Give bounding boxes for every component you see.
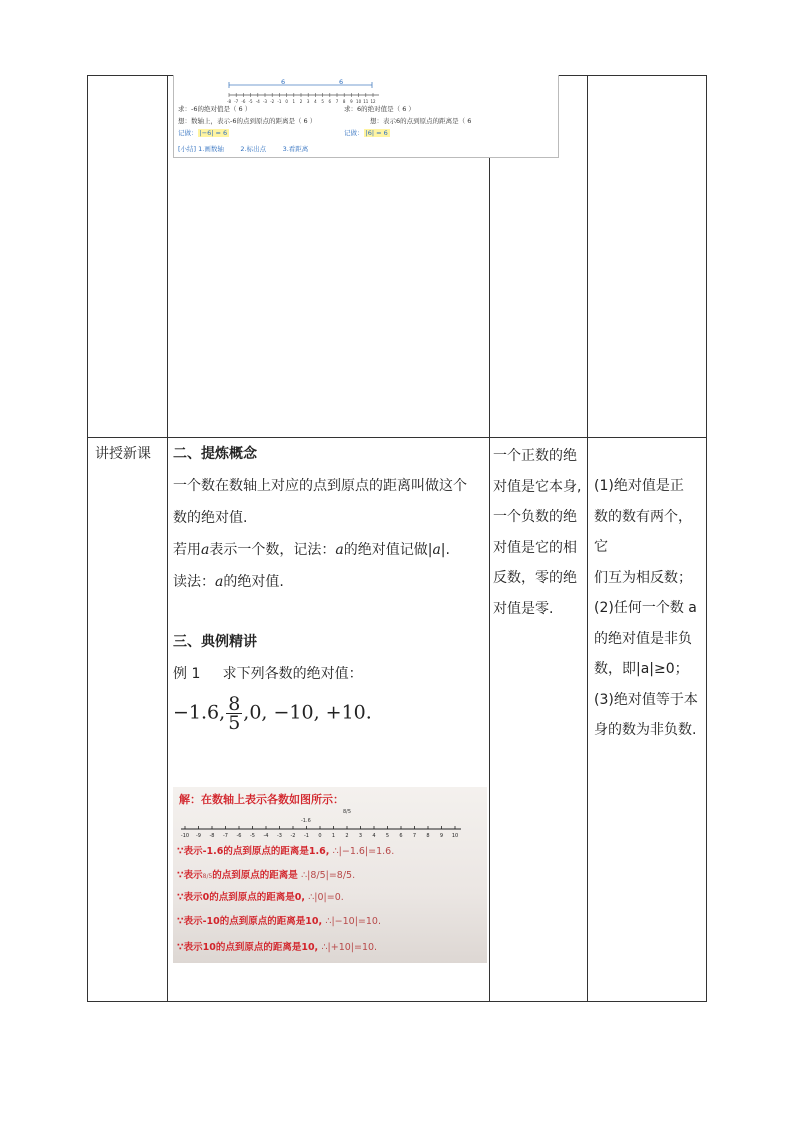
left-think: 想：数轴上，表示-6的点到原点的距离是（ 6 ）: [178, 117, 317, 125]
solution-line-4: ∵表示-10的点到原点的距离是10, ∴|−10|=10.: [177, 916, 381, 927]
tick-label: -9: [196, 833, 201, 839]
remarks-column: [594, 471, 704, 746]
heading-concept: 二、提炼概念: [173, 446, 257, 462]
tick-label: -2: [290, 833, 296, 839]
photo-title: 解：在数轴上表示各数如图所示：: [179, 793, 344, 806]
remark-line: (3)绝对值等于本: [594, 691, 698, 708]
example-1-prompt: 例 1 求下列各数的绝对值：: [173, 666, 363, 682]
tick-label: -5: [248, 99, 253, 104]
tick-label: -5: [250, 833, 255, 839]
tick-label: 8: [426, 833, 430, 839]
remark-line: 们互为相反数；: [594, 569, 692, 586]
solution-photo: [173, 787, 487, 963]
tick-label: -4: [263, 833, 269, 839]
tick-label: -2: [270, 99, 275, 104]
solution-line-1: ∵表示-1.6的点到原点的距离是1.6, ∴|−1.6|=1.6.: [177, 846, 395, 857]
remark-line: 的绝对值是非负: [594, 630, 692, 647]
mark-frac-label: 8/5: [343, 809, 352, 815]
remark-line: 身的数为非负数.: [594, 722, 697, 738]
tick-label: 10: [451, 833, 459, 839]
tick-label: 1: [292, 99, 296, 104]
tick-label: -10: [180, 833, 190, 839]
solution-line-3: ∵表示0的点到原点的距离是0, ∴|0|=0.: [177, 892, 344, 903]
definition-line-1: 一个数在数轴上对应的点到原点的距离叫做这个: [173, 478, 467, 494]
tick-label: 9: [439, 833, 444, 839]
note-line: 反数，零的绝: [493, 570, 577, 586]
remark-line: 数的数有两个，它: [594, 508, 692, 555]
row-divider: [87, 437, 707, 438]
tick-label: -1: [277, 99, 282, 104]
tick-label: 5: [385, 833, 390, 839]
col-border-left: [87, 75, 88, 1001]
mark-neg-label: -1.6: [301, 818, 311, 824]
left-note: 记做： |−6| = 6: [178, 129, 228, 137]
tick-label: 7: [335, 99, 339, 104]
tick-label: -8: [227, 99, 231, 104]
tick-label: -4: [255, 99, 260, 104]
note-line: 对值是它本身,: [493, 478, 582, 495]
tick-label: 2: [345, 833, 349, 839]
right-note: 记做： |6| = 6: [344, 129, 388, 137]
tick-label: 0: [318, 833, 322, 839]
tick-label: -7: [234, 99, 239, 104]
solution-line-5: ∵表示10的点到原点的距离是10, ∴|+10|=10.: [177, 942, 378, 953]
summary-text: [小结] 1.画数轴 2.标出点 3.看距离: [178, 145, 309, 153]
tick-label: 7: [412, 833, 417, 839]
note-line: 一个负数的绝: [493, 509, 577, 525]
definition-line-2: 数的绝对值.: [173, 510, 248, 526]
tick-label: 9: [350, 99, 353, 104]
remark-line: 数，即|a|≥0；: [594, 661, 689, 677]
distance-label-right: 6: [339, 78, 344, 86]
right-think: 想：表示6的点到原点的距离是（ 6: [370, 117, 472, 125]
reading-line: 读法：a的绝对值.: [173, 574, 284, 590]
absolute-value-slide-image: [173, 75, 559, 158]
tick-label: 11: [363, 99, 369, 104]
left-question: 求：-6的绝对值是（ 6 ）: [178, 105, 252, 113]
notation-line: 若用a表示一个数，记法：a的绝对值记做|a|.: [173, 542, 450, 558]
tick-label: 4: [314, 99, 317, 104]
note-line: 对值是它的相: [493, 539, 577, 556]
tick-label: 4: [372, 833, 376, 839]
example-formula: −1.6, $\frac{8}{5}$ ,0, −10, +10.: [173, 693, 372, 734]
number-line-bottom: [173, 807, 487, 847]
tick-label: 2: [299, 99, 303, 104]
solution-line-2: ∵表示8/5的点到原点的距离是 ∴|8/5|=8/5.: [177, 870, 356, 881]
section-label: 讲授新课: [95, 446, 151, 462]
right-question: 求：6的绝对值是（ 6 ）: [344, 105, 415, 113]
tick-label: 1: [331, 833, 336, 839]
fraction-8-5: $\frac{8}{5}$: [228, 693, 241, 734]
tick-label: 6: [399, 833, 403, 839]
note-line: 一个正数的绝: [493, 448, 577, 464]
tick-label: 10: [356, 99, 362, 104]
tick-label: -1: [304, 833, 309, 839]
tick-label: 12: [370, 99, 376, 104]
table-bottom-border: [87, 1001, 707, 1002]
distance-label-left: 6: [281, 78, 286, 86]
tick-label: -3: [263, 99, 267, 104]
col-border-right: [706, 75, 707, 1001]
remark-line: (2)任何一个数 a: [594, 600, 697, 616]
col-border-1: [167, 75, 168, 1001]
note-line: 对值是零.: [493, 600, 554, 617]
tick-label: -7: [223, 833, 228, 839]
tick-label: -6: [236, 833, 242, 839]
teacher-notes-column: [493, 441, 589, 624]
tick-label: 5: [321, 99, 324, 104]
lesson-table: [87, 75, 707, 1001]
heading-example: 三、典例精讲: [173, 634, 257, 650]
tick-label: -8: [209, 833, 215, 839]
tick-label: 0: [285, 99, 288, 104]
tick-label: 6: [328, 99, 332, 104]
col-border-2: [489, 75, 490, 1001]
tick-label: 8: [342, 99, 346, 104]
tick-label: 3: [306, 99, 310, 104]
remark-line: (1)绝对值是正: [594, 478, 684, 494]
tick-label: -3: [277, 833, 282, 839]
tick-label: -6: [241, 99, 246, 104]
tick-label: 3: [358, 833, 363, 839]
